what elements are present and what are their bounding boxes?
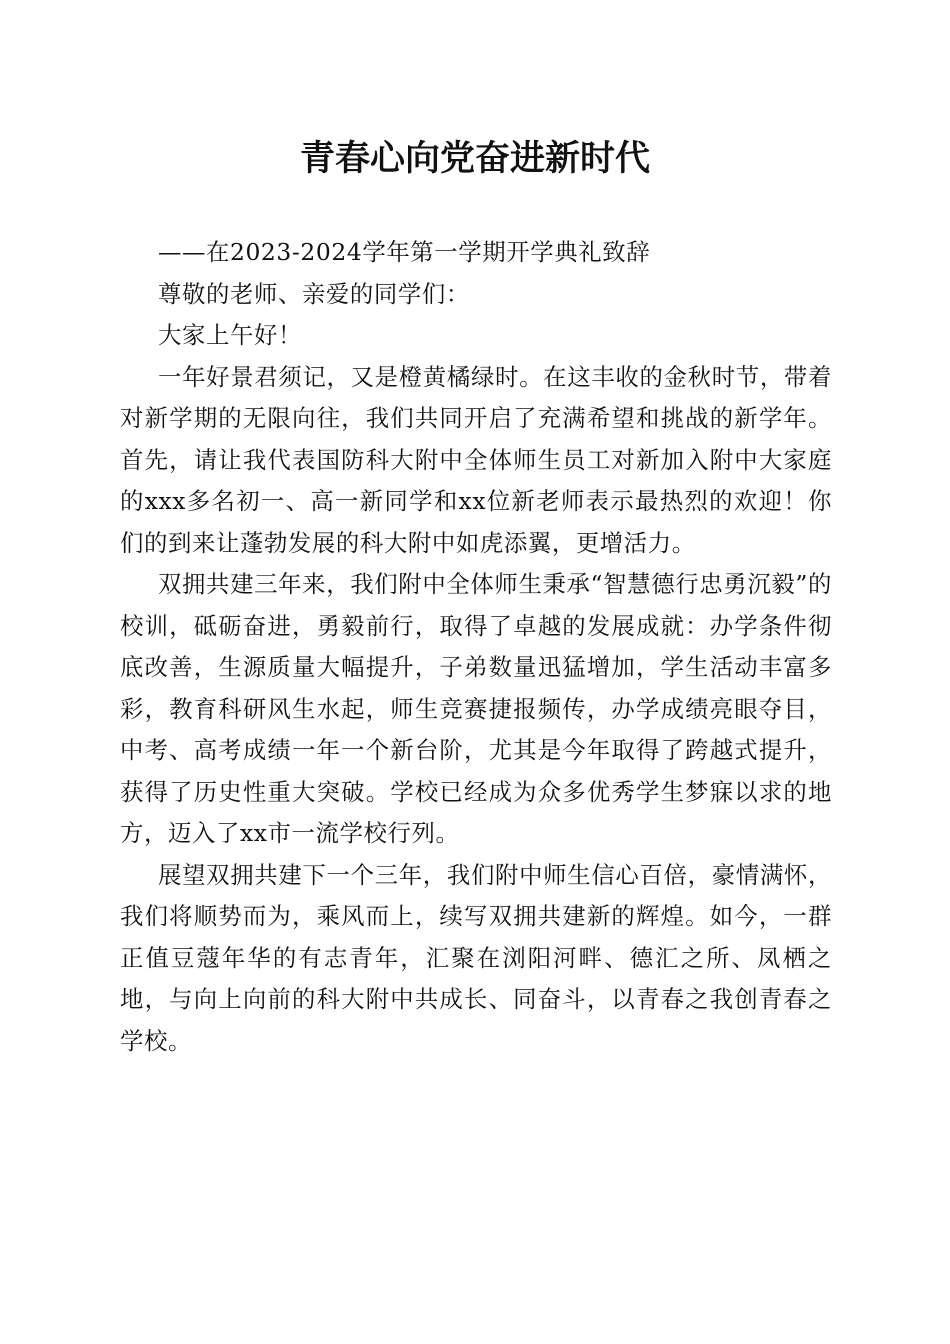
greeting-paragraph: 大家上午好！ — [158, 321, 302, 349]
body-paragraph: 一年好景君须记，又是橙黄橘绿时。在这丰收的金秋时节，带着对新学期的无限向往，我们共同开启了充满希望和挑战的新学年。首先，请让我代表国防科大附中全体师生员工对新加入附中大家庭的xxx多名初一、高一新同学和xx位新老师表示最热烈的欢迎！你们的到来让蓬勃发展的科大附中如虎添翼，更增活力。 — [120, 362, 832, 557]
salutation-paragraph: 尊敬的老师、亲爱的同学们： — [158, 279, 470, 308]
body-paragraph: 展望双拥共建下一个三年，我们附中师生信心百倍，豪情满怀，我们将顺势而为，乘风而上，续写双拥共建新的辉煌。如今，一群正值豆蔻年华的有志青年，汇聚在浏阳河畔、德汇之所、凤栖之地，与向上向前的科大附中共成长、同奋斗，以青春之我创青春之学校。 — [120, 860, 832, 1055]
document-body — [120, 232, 832, 1062]
subtitle-paragraph: ——在2023-2024学年第一学期开学典礼致辞 — [158, 238, 651, 266]
body-paragraph: 双拥共建三年来，我们附中全体师生秉承“智慧德行忠勇沉毅”的校训，砥砺奋进，勇毅前行，取得了卓越的发展成就：办学条件彻底改善，生源质量大幅提升，子弟数量迅猛增加，学生活动丰富多彩，教育科研风生水起，师生竞赛捷报频传，办学成绩亮眼夺目，中考、高考成绩一年一个新台阶，尤其是今年取得了跨越式提升，获得了历史性重大突破。学校已经成为众多优秀学生梦寐以求的地方，迈入了xx市一流学校行列。 — [120, 570, 832, 847]
document-title: 青春心向党奋进新时代 — [299, 138, 650, 179]
